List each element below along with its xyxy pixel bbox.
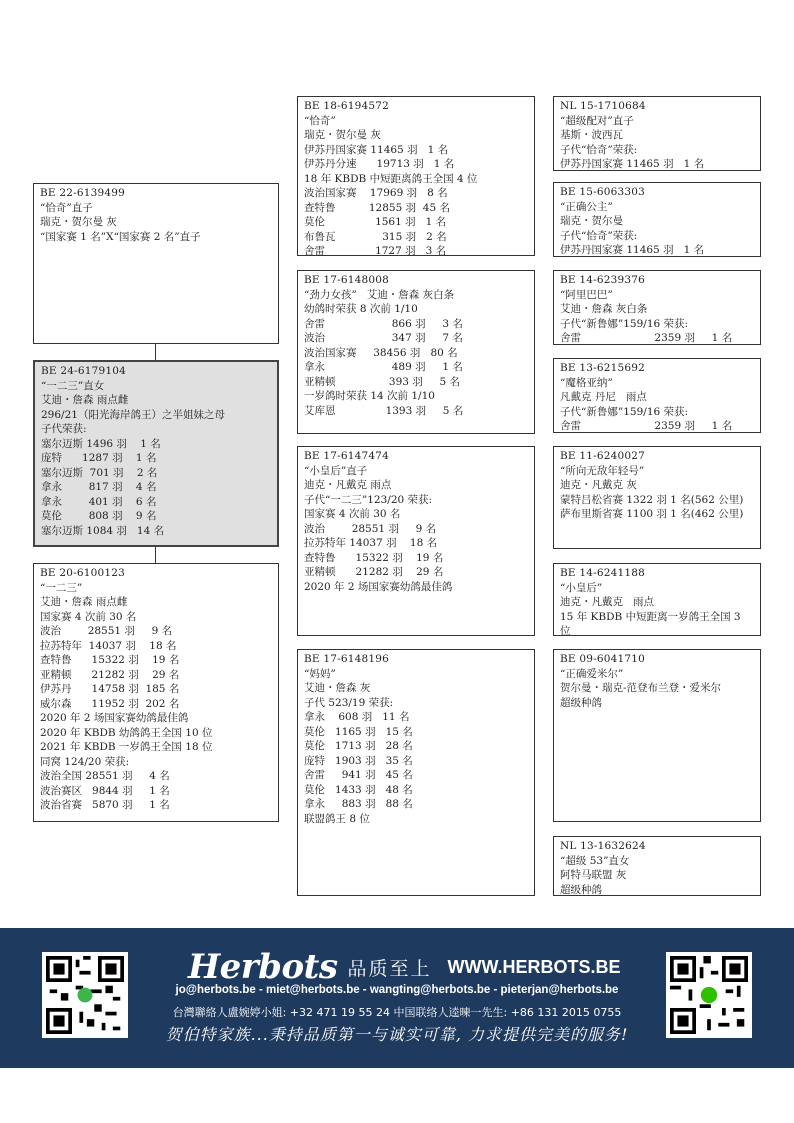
card-line: 萨布里斯省赛 1100 羽 1 名(462 公里)	[560, 508, 744, 520]
dam-card	[33, 563, 279, 822]
brand-slogan: 品质至上	[347, 957, 432, 980]
card-line: 拿永 489 羽 1 名	[304, 361, 463, 373]
ring-number: NL 13-1632624	[560, 840, 646, 852]
card-line: “正确公主”	[560, 200, 613, 213]
card-line: 15 年 KBDB 中短距离一岁鸽王全国 3	[560, 610, 741, 623]
card-line: 波治 347 羽 7 名	[304, 332, 463, 344]
phone-contacts: 台灣聯絡人盧婉婷小姐: +32 471 19 55 24 中国联络人逵暕一先生: +86 131 2015 0755	[172, 1006, 622, 1019]
card-line: “小皇后”	[560, 581, 603, 594]
card-line: 2021 年 KBDB 一岁鸽王全国 18 位	[40, 741, 213, 753]
subject-card	[33, 360, 279, 547]
sire-dam-card	[297, 270, 535, 434]
ring-number: BE 24-6179104	[41, 365, 126, 377]
card-line: 布鲁瓦 315 羽 2 名	[304, 230, 447, 243]
card-line: 波治赛区 9844 羽 1 名	[40, 784, 170, 797]
card-line: 艾迪・詹森 灰白条	[560, 303, 648, 315]
card-line: 联盟鸽王 8 位	[304, 812, 370, 825]
ring-number: NL 15-1710684	[560, 100, 646, 112]
ring-number: BE 18-6194572	[304, 100, 389, 112]
card-line: 拿永 608 羽 11 名	[304, 711, 410, 723]
card-line: “妈妈”	[304, 667, 336, 680]
card-line: 莫伦 1561 羽 1 名	[304, 216, 447, 228]
card-line: 艾迪・詹森 雨点雌	[41, 394, 129, 406]
card-line: 波治国家赛 17969 羽 8 名	[304, 187, 448, 199]
card-line: 舍雷 866 羽 3 名	[304, 317, 463, 330]
sire-sire-dam-card	[553, 182, 761, 257]
card-line: 贺尔曼・瑞克-范登布兰登・爱米尔	[560, 682, 722, 694]
card-line: 迪克・凡戴克 雨点	[560, 596, 655, 608]
card-line: 2020 年 2 场国家赛幼鸽最佳鸽	[304, 580, 453, 593]
card-line: 亚精顿 21282 羽 29 名	[40, 668, 180, 681]
ring-number: BE 17-6148008	[304, 274, 389, 286]
card-line: 莫伦 808 羽 9 名	[41, 510, 157, 522]
card-line: 瑞克・贺尔曼 灰	[40, 216, 117, 228]
card-line: 艾库恩 1393 羽 5 名	[304, 404, 464, 417]
card-line: 伊苏丹国家赛 11465 羽 1 名	[560, 244, 705, 256]
brand-header	[188, 948, 620, 986]
card-line: 塞尔迈斯 1084 羽 14 名	[41, 524, 165, 537]
card-line: 舍雷 2359 羽 1 名	[560, 420, 733, 432]
card-line: 一岁鸽时荣获 14 次前 1/10	[304, 390, 435, 402]
card-line: 亚精顿 393 羽 5 名	[304, 375, 460, 388]
card-line: “超级配对”直子	[560, 114, 634, 127]
card-line: 威尔森 11952 羽 202 名	[40, 697, 180, 710]
card-line: 超级种鸽	[560, 696, 602, 709]
card-line: 艾迪・詹森 灰	[304, 682, 371, 694]
card-line: 伊苏丹 14758 羽 185 名	[40, 683, 180, 695]
ring-number: BE 13-6215692	[560, 362, 645, 374]
card-line: 拿永 883 羽 88 名	[304, 798, 413, 810]
dam-sire-card	[297, 446, 535, 636]
connector-dam-subject	[155, 547, 156, 563]
card-line: 幼鸽时荣获 8 次前 1/10	[304, 303, 418, 315]
card-line: 波治省赛 5870 羽 1 名	[40, 799, 170, 811]
ring-number: BE 17-6147474	[304, 450, 389, 462]
card-line: 波治国家赛 38456 羽 80 名	[304, 346, 458, 359]
card-line: “劲力女孩” 艾迪・詹森 灰白条	[304, 288, 455, 301]
dam-sire-dam-card	[553, 563, 761, 636]
card-line: 拉苏特年 14037 羽 18 名	[304, 537, 438, 549]
card-line: 迪克・凡戴克 灰	[560, 479, 637, 491]
card-line: “小皇后”直子	[304, 464, 368, 477]
card-line: 拉苏特年 14037 羽 18 名	[40, 639, 177, 652]
email-contacts[interactable]: jo@herbots.be - miet@herbots.be - wangting@herbots.be - pieterjan@herbots.be	[175, 984, 619, 996]
ring-number: BE 14-6239376	[560, 274, 645, 286]
card-line: 2020 年 2 场国家赛幼鸽最佳鸽	[40, 712, 189, 724]
card-line: 波治全国 28551 羽 4 名	[40, 770, 170, 782]
card-line: “阿里巴巴”	[560, 288, 613, 301]
card-line: “超级 53”直女	[560, 854, 630, 867]
card-line: “魔格亚纳”	[560, 376, 613, 389]
card-line: 塞尔迈斯 701 羽 2 名	[41, 466, 158, 479]
card-line: 子代“新鲁娜”159/16 荣获:	[560, 317, 689, 330]
sire-sire-sire-card	[553, 96, 761, 171]
card-line: 296/21（阳光海岸鸽王）之半姐妹之母	[41, 408, 225, 421]
dam-dam-sire-card	[553, 649, 761, 822]
card-line: 庞特 1903 羽 35 名	[304, 754, 413, 767]
card-line: 伊苏丹国家赛 11465 羽 1 名	[304, 143, 449, 156]
ring-number: BE 20-6100123	[40, 567, 125, 579]
card-line: 波治 28551 羽 9 名	[40, 625, 173, 637]
card-line: 子代荣获:	[41, 423, 87, 435]
card-line: 阿特马联盟 灰	[560, 869, 627, 881]
card-line: 子代“恰奇”荣获:	[560, 143, 638, 156]
card-line: 查特鲁 15322 羽 19 名	[40, 654, 180, 666]
card-line: “恰奇”直子	[40, 201, 93, 214]
sire-dam-dam-card	[553, 358, 761, 433]
card-line: 瑞克・贺尔曼	[560, 215, 623, 227]
card-line: 2020 年 KBDB 幼鸽鸽王全国 10 位	[40, 726, 213, 739]
ring-number: BE 15-6063303	[560, 186, 645, 198]
card-line: 舍雷 941 羽 45 名	[304, 769, 413, 781]
card-line: 查特鲁 12855 羽 45 名	[304, 201, 450, 214]
card-line: 莫伦 1713 羽 28 名	[304, 740, 413, 752]
card-line: 波治 28551 羽 9 名	[304, 522, 437, 535]
card-line: “所向无敌年轻号”	[560, 464, 645, 477]
card-line: 同窝 124/20 荣获:	[40, 755, 130, 768]
card-line: 庞特 1287 羽 1 名	[41, 452, 157, 464]
motto: 贺伯特家族...秉持品质第一与诚实可靠, 力求提供完美的服务!	[165, 1025, 629, 1044]
card-line: “一二三”直女	[41, 379, 105, 392]
card-line: 伊苏丹分速 19713 羽 1 名	[304, 158, 455, 170]
card-line: 伊苏丹国家赛 11465 羽 1 名	[560, 158, 705, 170]
herbots-logo: Herbots	[188, 947, 338, 987]
card-line: “国家赛 1 名”X“国家赛 2 名”直子	[40, 230, 201, 243]
footer-banner	[0, 928, 794, 1068]
card-line: 凡戴克 丹尼 雨点	[560, 391, 647, 403]
card-line: “恰奇”	[304, 114, 336, 127]
card-line: 位	[560, 625, 571, 636]
card-line: 子代“一二三”123/20 荣获:	[304, 493, 433, 506]
card-line: 拿永 401 羽 6 名	[41, 495, 157, 508]
card-line: 子代“新鲁娜”159/16 荣获:	[560, 405, 689, 418]
ring-number: BE 11-6240027	[560, 450, 645, 462]
ring-number: BE 17-6148196	[304, 653, 389, 665]
connector-sire-subject	[155, 344, 156, 360]
dam-dam-dam-card	[553, 836, 761, 896]
card-line: 瑞克・贺尔曼 灰	[304, 129, 381, 141]
card-line: 超级种鸽	[560, 883, 602, 896]
card-line: 舍雷 2359 羽 1 名	[560, 332, 733, 344]
card-line: “正确爱米尔”	[560, 667, 624, 680]
card-line: 国家赛 4 次前 30 名	[304, 508, 401, 520]
card-line: 莫伦 1433 羽 48 名	[304, 783, 413, 796]
card-line: 舍雷 1727 羽 3 名	[304, 245, 447, 256]
website-link[interactable]: WWW.HERBOTS.BE	[447, 956, 621, 977]
card-line: 迪克・凡戴克 雨点	[304, 479, 392, 491]
card-line: 亚精顿 21282 羽 29 名	[304, 566, 444, 578]
sire-card	[33, 183, 279, 344]
ring-number: BE 09-6041710	[560, 653, 645, 665]
dam-sire-sire-card	[553, 446, 761, 549]
card-line: 国家赛 4 次前 30 名	[40, 610, 137, 623]
card-line: 子代“恰奇”荣获:	[560, 229, 638, 242]
card-line: “一二三”	[40, 581, 83, 594]
card-line: 莫伦 1165 羽 15 名	[304, 725, 413, 738]
card-line: 查特鲁 15322 羽 19 名	[304, 551, 444, 564]
card-line: 18 年 KBDB 中短距离鸽王全国 4 位	[304, 172, 478, 185]
card-line: 基斯・波西瓦	[560, 129, 623, 141]
card-line: 塞尔迈斯 1496 羽 1 名	[41, 437, 161, 450]
card-line: 拿永 817 羽 4 名	[41, 481, 157, 493]
dam-dam-card	[297, 649, 535, 896]
card-line: 蒙特吕松省赛 1322 羽 1 名(562 公里)	[560, 493, 744, 506]
card-line: 子代 523/19 荣获:	[304, 696, 394, 709]
ring-number: BE 22-6139499	[40, 187, 125, 199]
sire-sire-card	[297, 96, 535, 256]
card-line: 艾迪・詹森 雨点雌	[40, 596, 128, 608]
ring-number: BE 14-6241188	[560, 567, 645, 579]
sire-dam-sire-card	[553, 270, 761, 345]
